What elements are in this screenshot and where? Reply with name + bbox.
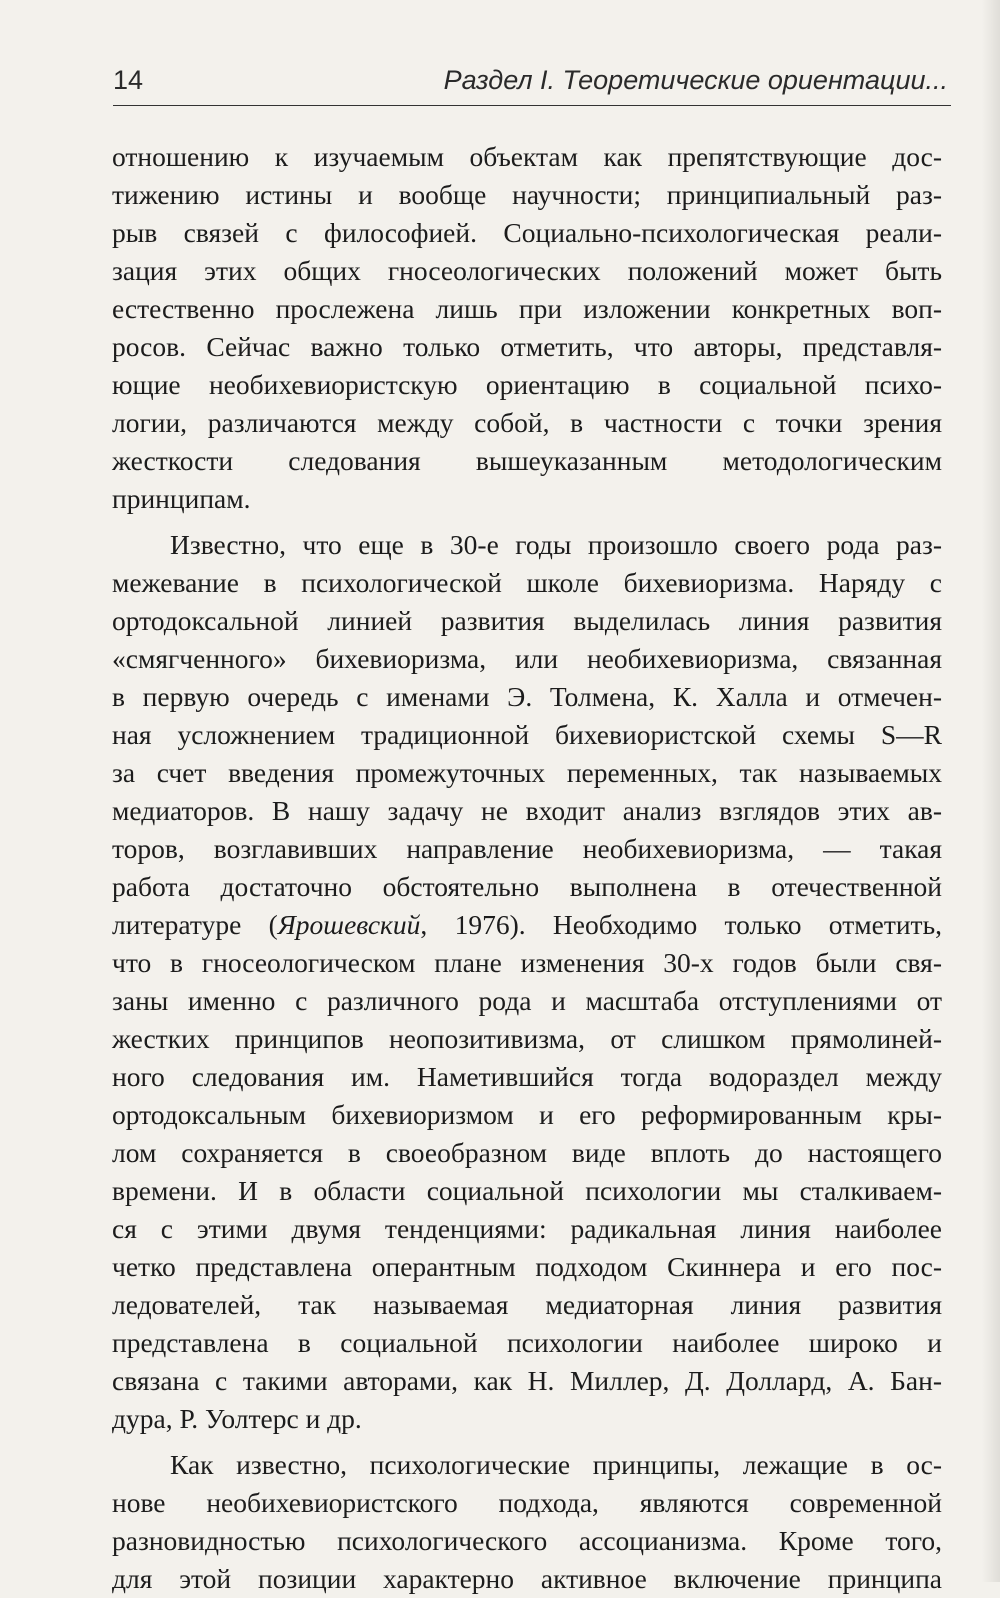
page-number: 14	[113, 65, 144, 95]
text-line: Как известно, психологические принципы, лежащие в ос-	[170, 1449, 942, 1480]
text-line: разновидностью психологического ассоцианизма. Кроме того,	[112, 1525, 942, 1556]
text-line: ного следования им. Наметившийся тогда водораздел между	[112, 1061, 942, 1092]
text-line: времени. И в области социальной психологии мы сталкиваем-	[112, 1175, 942, 1206]
text-line: лом сохраняется в своеобразном виде вплоть до настоящего	[112, 1137, 942, 1168]
citation-line	[112, 906, 942, 944]
text-line: ортодоксальным бихевиоризмом и его реформированным кры-	[112, 1099, 942, 1130]
page-header	[113, 62, 948, 102]
text-line: ортодоксальной линией развития выделилась линия развития	[112, 605, 942, 636]
text-line: Известно, что еще в 30-е годы произошло своего рода раз-	[170, 529, 942, 560]
text-line: работа достаточно обстоятельно выполнена в отечественной	[112, 871, 942, 902]
text-line: заны именно с различного рода и масштаба отступлениями от	[112, 985, 942, 1016]
page-edge-shadow	[982, 0, 1000, 1582]
header-divider	[113, 105, 951, 106]
text-line: ная усложнением традиционной бихевиористской схемы S—R	[112, 719, 942, 750]
citation-text-before: литературе (	[112, 909, 278, 940]
text-line: для этой позиции характерно активное включение принципа	[112, 1563, 942, 1594]
body-text	[112, 138, 942, 1598]
text-line: жесткости следования вышеуказанным методологическим	[112, 445, 942, 476]
text-line: четко представлена оперантным подходом Скиннера и его пос-	[112, 1251, 942, 1282]
text-line: дура, Р. Уолтерс и др.	[112, 1403, 362, 1434]
text-line: жестких принципов неопозитивизма, от слишком прямолиней-	[112, 1023, 942, 1054]
text-line: связана с такими авторами, как Н. Миллер, Д. Доллард, А. Бан-	[112, 1365, 942, 1396]
text-line: в первую очередь с именами Э. Толмена, К. Халла и отмечен-	[112, 681, 942, 712]
paragraph	[112, 138, 942, 518]
paragraph	[112, 1446, 942, 1598]
text-line: логии, различаются между собой, в частности с точки зрения	[112, 407, 942, 438]
text-line: представлена в социальной психологии наиболее широко и	[112, 1327, 942, 1358]
text-line: что в гносеологическом плане изменения 30-х годов были свя-	[112, 947, 942, 978]
text-line: нове необихевиористского подхода, являются современной	[112, 1487, 942, 1518]
text-line: за счет введения промежуточных переменных, так называемых	[112, 757, 942, 788]
cited-author: Ярошевский	[277, 909, 421, 940]
text-line: естественно прослежена лишь при изложении конкретных воп-	[112, 293, 942, 324]
text-line: «смягченного» бихевиоризма, или необихевиоризма, связанная	[112, 643, 942, 674]
text-line: ющие необихевиористскую ориентацию в социальной психо-	[112, 369, 942, 400]
text-line: рыв связей с философией. Социально-психологическая реали-	[112, 217, 942, 248]
citation-text-after: , 1976). Необходимо только отметить,	[420, 909, 942, 940]
text-line: отношению к изучаемым объектам как препятствующие дос-	[112, 141, 942, 172]
paragraph	[112, 526, 942, 1438]
text-line: ледователей, так называемая медиаторная линия развития	[112, 1289, 942, 1320]
text-line: росов. Сейчас важно только отметить, что авторы, представля-	[112, 331, 942, 362]
text-line: межевание в психологической школе бихевиоризма. Наряду с	[112, 567, 942, 598]
text-line: торов, возглавивших направление необихевиоризма, — такая	[112, 833, 942, 864]
text-line: зация этих общих гносеологических положений может быть	[112, 255, 942, 286]
running-title: Раздел I. Теоретические ориентации...	[443, 65, 948, 95]
text-line: ся с этими двумя тенденциями: радикальная линия наиболее	[112, 1213, 942, 1244]
text-line: принципам.	[112, 483, 251, 514]
text-line: медиаторов. В нашу задачу не входит анализ взглядов этих ав-	[112, 795, 942, 826]
text-line: тижению истины и вообще научности; принципиальный раз-	[112, 179, 942, 210]
